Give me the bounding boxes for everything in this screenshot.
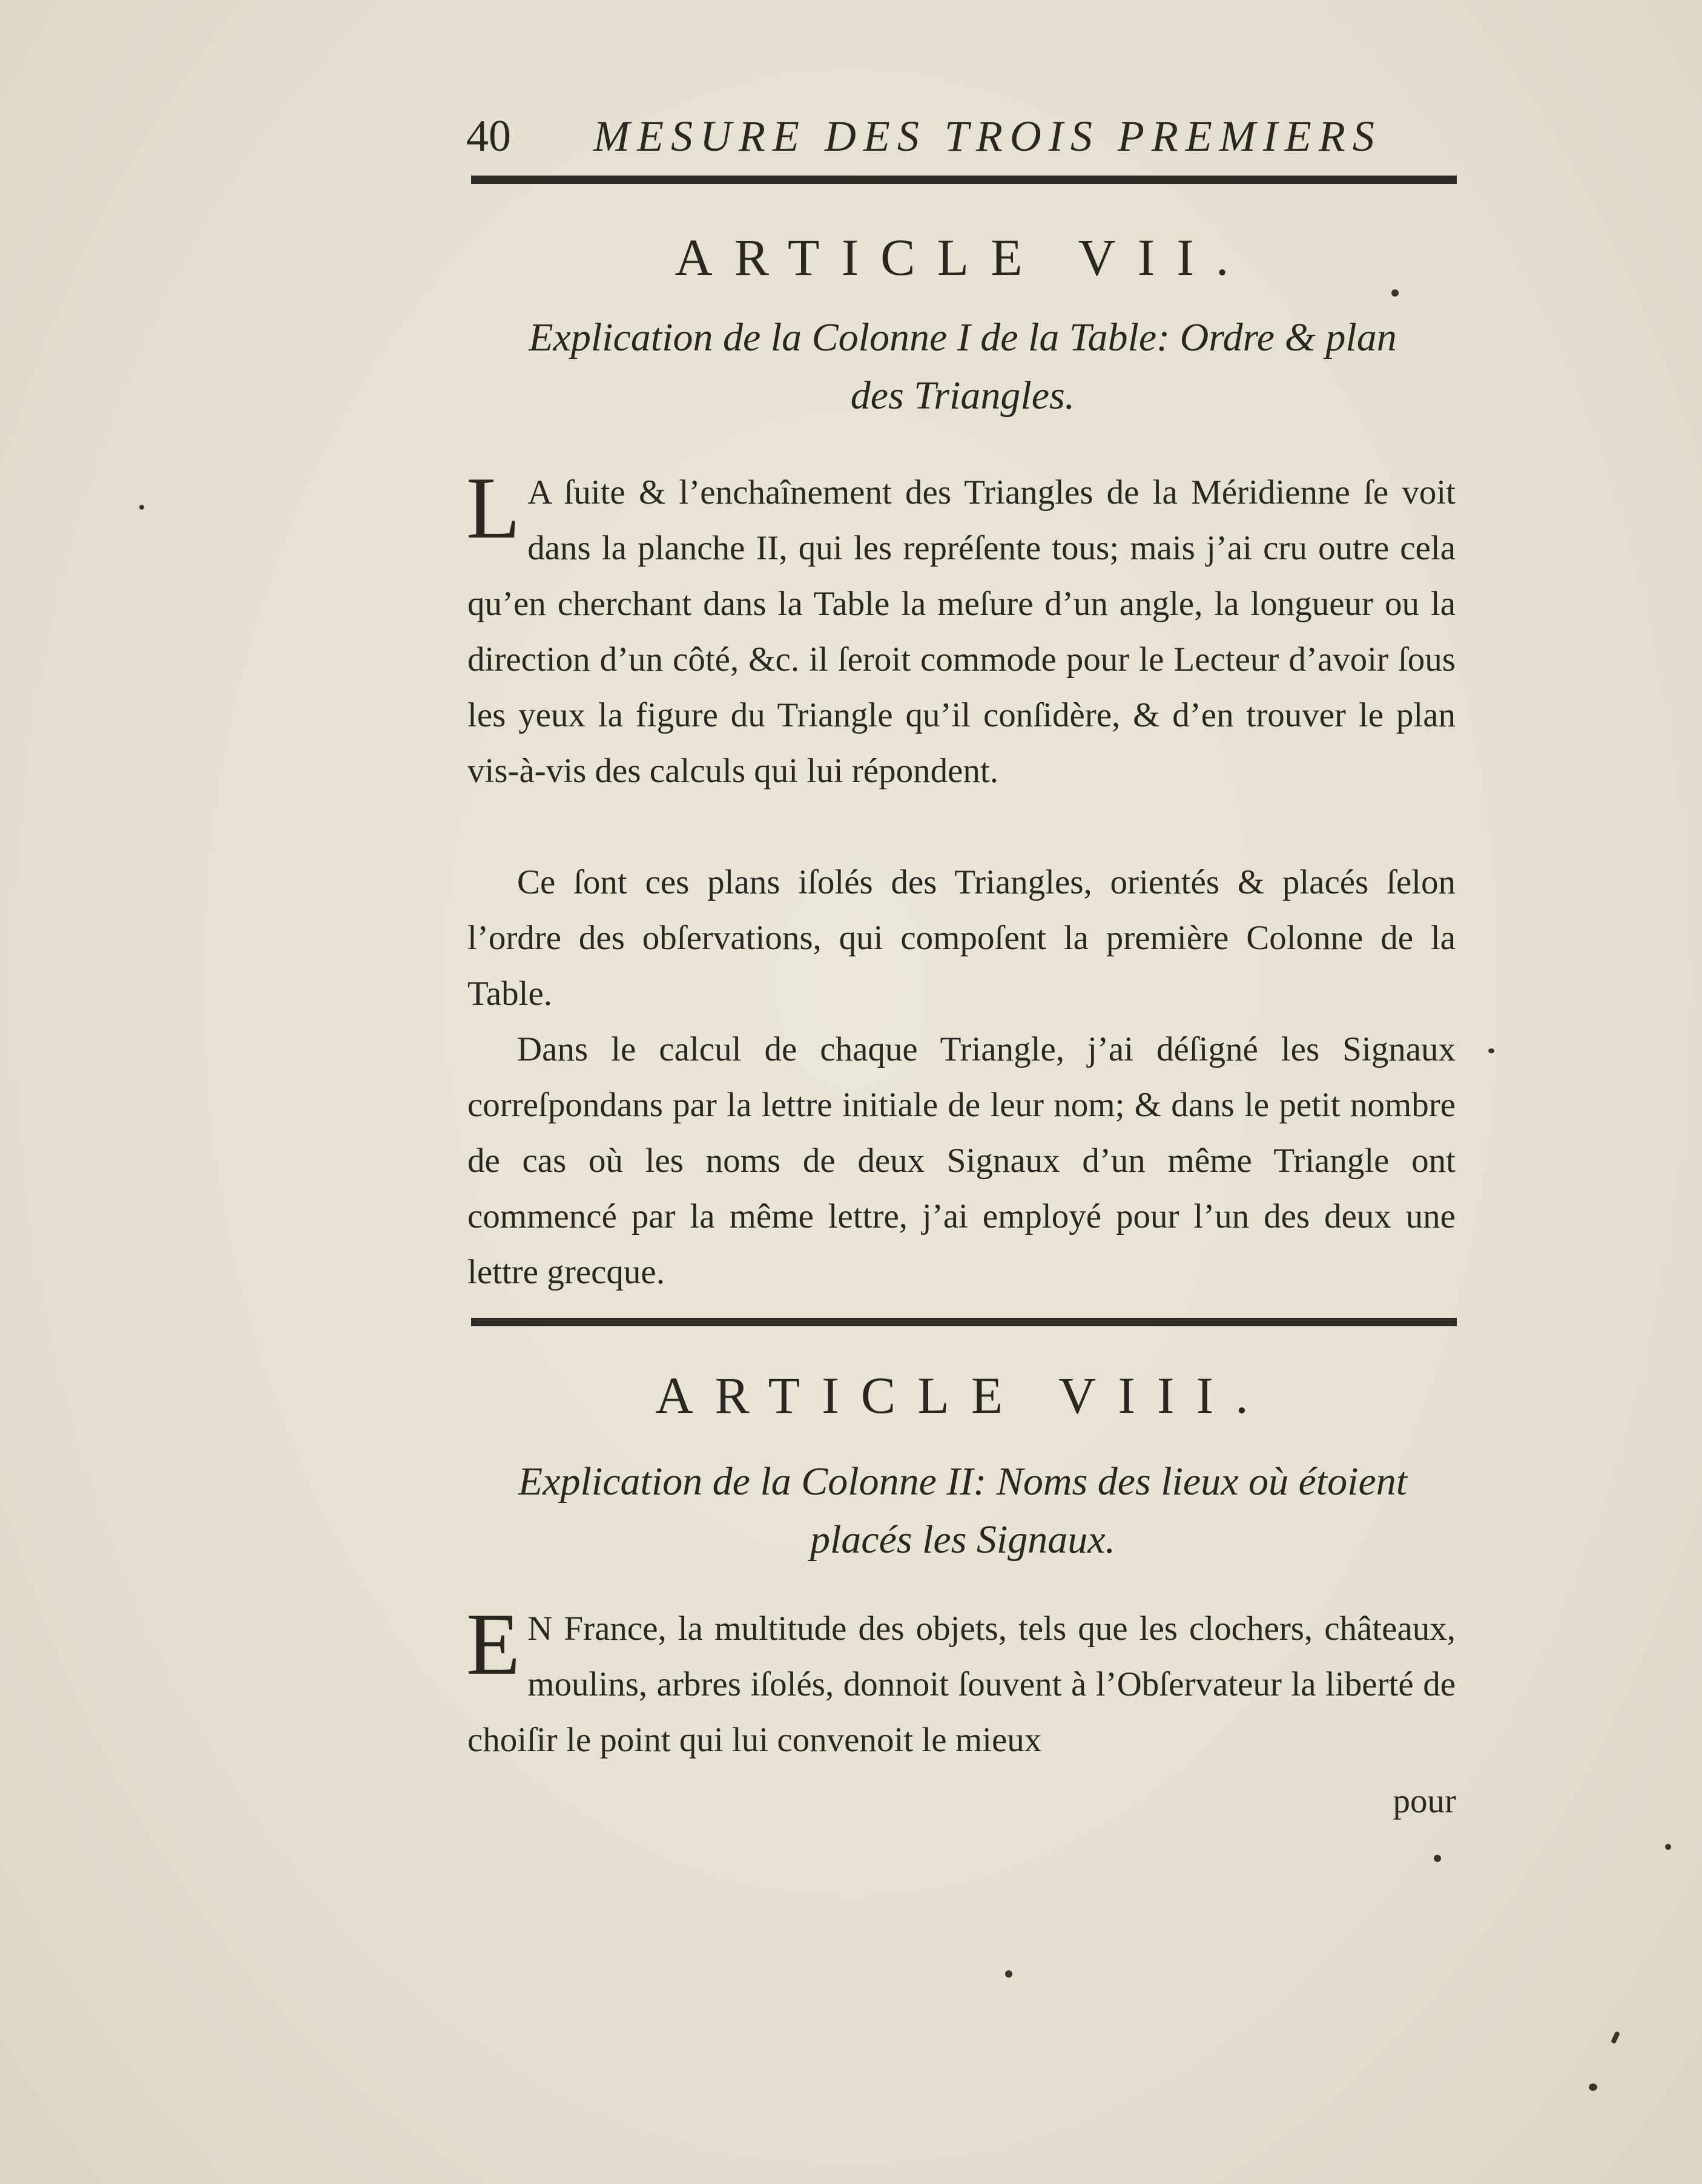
- drop-cap: E: [466, 1595, 521, 1693]
- article-7-paragraph-2: Ce ſont ces plans iſolés des Triangles, orientés & placés ſelon l’ordre des obſervations, qui compoſent la première Colonne de la Table.: [467, 863, 1456, 1013]
- paper-speck: [1589, 2084, 1597, 2091]
- paper-speck: [1488, 1048, 1494, 1053]
- paper-speck: [1391, 289, 1399, 297]
- article-7-paragraph-3: Dans le calcul de chaque Triangle, j’ai déſigné les Signaux correſpondans par la lettre initiale de leur nom; & dans le petit nombre de cas où les noms de deux Signaux d’un même Triangle ont commencé par la même lettre, j’ai employé pour l’un des deux une lettre grecque.: [467, 1030, 1456, 1291]
- article-7-heading: ARTICLE VII.: [675, 228, 1251, 286]
- article-8-subtitle-line-2: placés les Signaux.: [810, 1518, 1116, 1562]
- running-head: [466, 103, 1459, 169]
- running-title: MESURE DES TROIS PREMIERS: [593, 112, 1382, 160]
- paragraph-text: N France, la multitude des objets, tels que les clochers, châteaux, moulins, arbres iſolés, donnoit ſouvent à l’Obſervateur la liberté de choiſir le point qui lui convenoit le mieux: [467, 1610, 1456, 1759]
- paper-speck: [1434, 1855, 1441, 1862]
- catchword: pour: [1393, 1782, 1456, 1820]
- section-divider-rule: [471, 1318, 1457, 1326]
- article-8-subtitle: [466, 1453, 1459, 1569]
- paper-speck: [139, 505, 144, 510]
- article-7-subtitle-line-1: Explication de la Colonne I de la Table: Ordre & plan: [529, 315, 1397, 360]
- paragraph-text: A ſuite & l’enchaînement des Triangles de la Méridienne ſe voit dans la planche II, qui les repréſente tous; mais j’ai cru outre cela qu’en cherchant dans la Table la meſure d’un angle, la longueur ou la direction d’un côté, &c. il ſeroit commode pour le Lecteur d’avoir ſous les yeux la figure du Triangle qu’il conſidère, & d’en trouver le plan vis-à-vis des calculs qui lui répondent.: [467, 473, 1456, 790]
- article-8-subtitle-line-1: Explication de la Colonne II: Noms des lieux où étoient: [518, 1459, 1408, 1504]
- article-7-paragraph-1: [466, 459, 1456, 799]
- article-8-heading: ARTICLE VIII.: [655, 1366, 1270, 1424]
- article-8-paragraph-1: [466, 1595, 1456, 1768]
- article-7-subtitle: [466, 309, 1459, 425]
- paper-speck: [1665, 1844, 1671, 1850]
- header-rule: [471, 176, 1457, 184]
- page-number: 40: [466, 111, 511, 161]
- article-7-subtitle-line-2: des Triangles.: [850, 373, 1075, 418]
- drop-cap: L: [466, 459, 521, 557]
- paper-speck: [1005, 1970, 1012, 1978]
- paper-speck: [1611, 2031, 1620, 2044]
